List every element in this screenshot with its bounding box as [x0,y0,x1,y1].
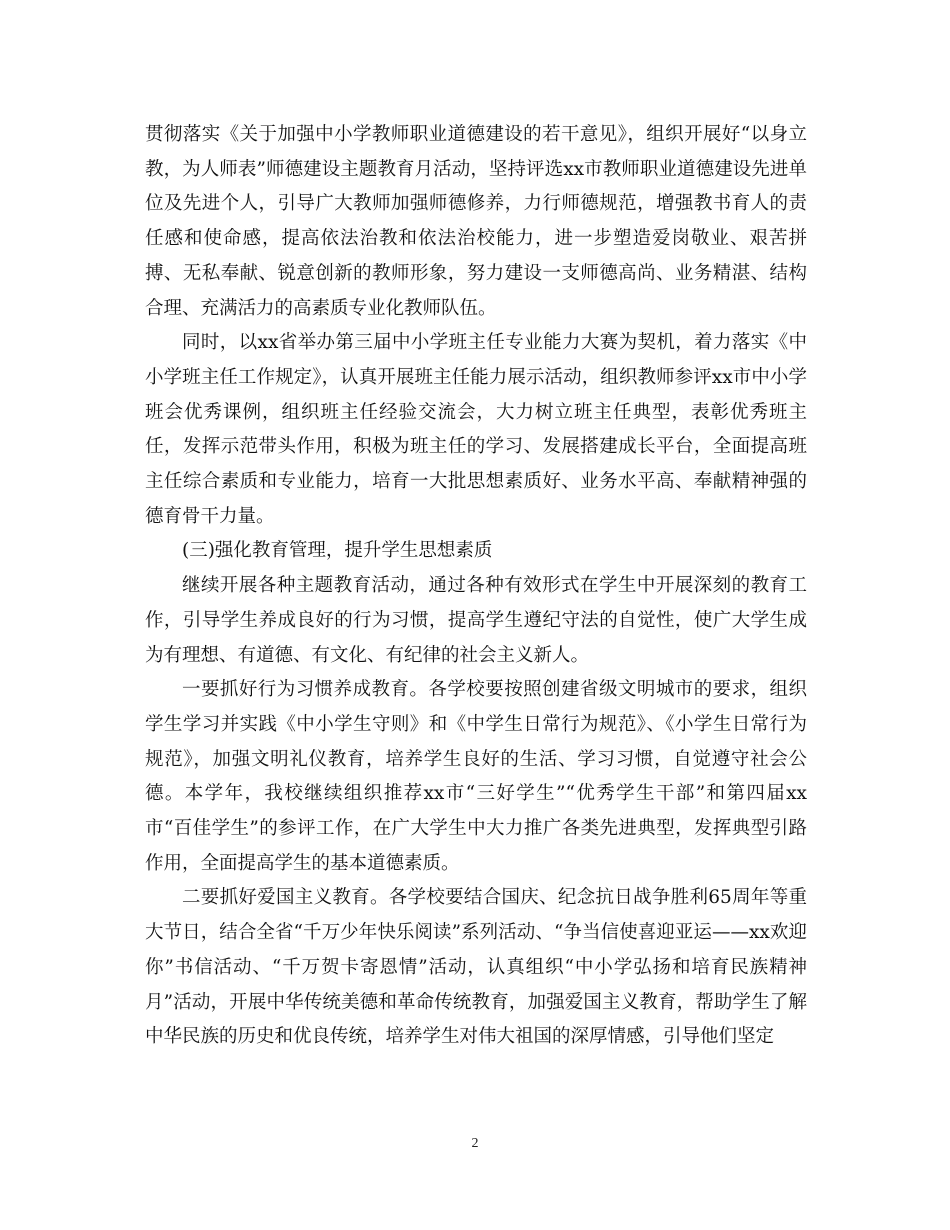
paragraph-head-teacher: 同时，以xx省举办第三届中小学班主任专业能力大赛为契机，着力落实《中小学班主任工作规定》，认真开展班主任能力展示活动，组织教师参评xx市中小学班会优秀课例，组织班主任经验交流会，大力树立班主任典型，表彰优秀班主任，发挥示范带头作用，积极为班主任的学习、发展搭建成长平台，全面提高班主任综合素质和专业能力，培育一大批思想素质好、业务水平高、奉献精神强的德育骨干力量。 [145,332,807,527]
page-number: 2 [471,1136,479,1151]
paragraph-teacher-ethics: 贯彻落实《关于加强中小学教师职业道德建设的若干意见》，组织开展好“以身立教，为人师表”师德建设主题教育月活动，坚持评选xx市教师职业道德建设先进单位及先进个人，引导广大教师加强师德修养，力行师德规范，增强教书育人的责任感和使命感，提高依法治教和依法治校能力，进一步塑造爱岗敬业、艰苦拼搏、无私奉献、锐意创新的教师形象，努力建设一支师德高尚、业务精湛、结构合理、充满活力的高素质专业化教师队伍。 [145,124,807,319]
paragraph-patriotic-education: 二要抓好爱国主义教育。各学校要结合国庆、纪念抗日战争胜利65周年等重大节日，结合全省“千万少年快乐阅读”系列活动、“争当信使喜迎亚运——xx欢迎你”书信活动、“千万贺卡寄恩情”活动，认真组织“中小学弘扬和培育民族精神月”活动，开展中华传统美德和革命传统教育，加强爱国主义教育，帮助学生了解中华民族的历史和优良传统，培养学生对伟大祖国的深厚情感，引导他们坚定 [145,887,807,1048]
paragraph-behavior-habits: 一要抓好行为习惯养成教育。各学校要按照创建省级文明城市的要求，组织学生学习并实践《中小学生守则》和《中学生日常行为规范》、《小学生日常行为规范》，加强文明礼仪教育，培养学生良好的生活、学习习惯，自觉遵守社会公德。本学年，我校继续组织推荐xx市“三好学生”“优秀学生干部”和第四届xx市“百佳学生”的参评工作，在广大学生中大力推广各类先进典型，发挥典型引路作用，全面提高学生的基本道德素质。 [145,679,807,874]
body-text [145,118,807,1055]
section-heading-student-management: (三)强化教育管理，提升学生思想素质 [182,540,493,562]
paragraph-theme-education: 继续开展各种主题教育活动，通过各种有效形式在学生中开展深刻的教育工作，引导学生养成良好的行为习惯，提高学生遵纪守法的自觉性，使广大学生成为有理想、有道德、有文化、有纪律的社会主义新人。 [145,575,807,666]
